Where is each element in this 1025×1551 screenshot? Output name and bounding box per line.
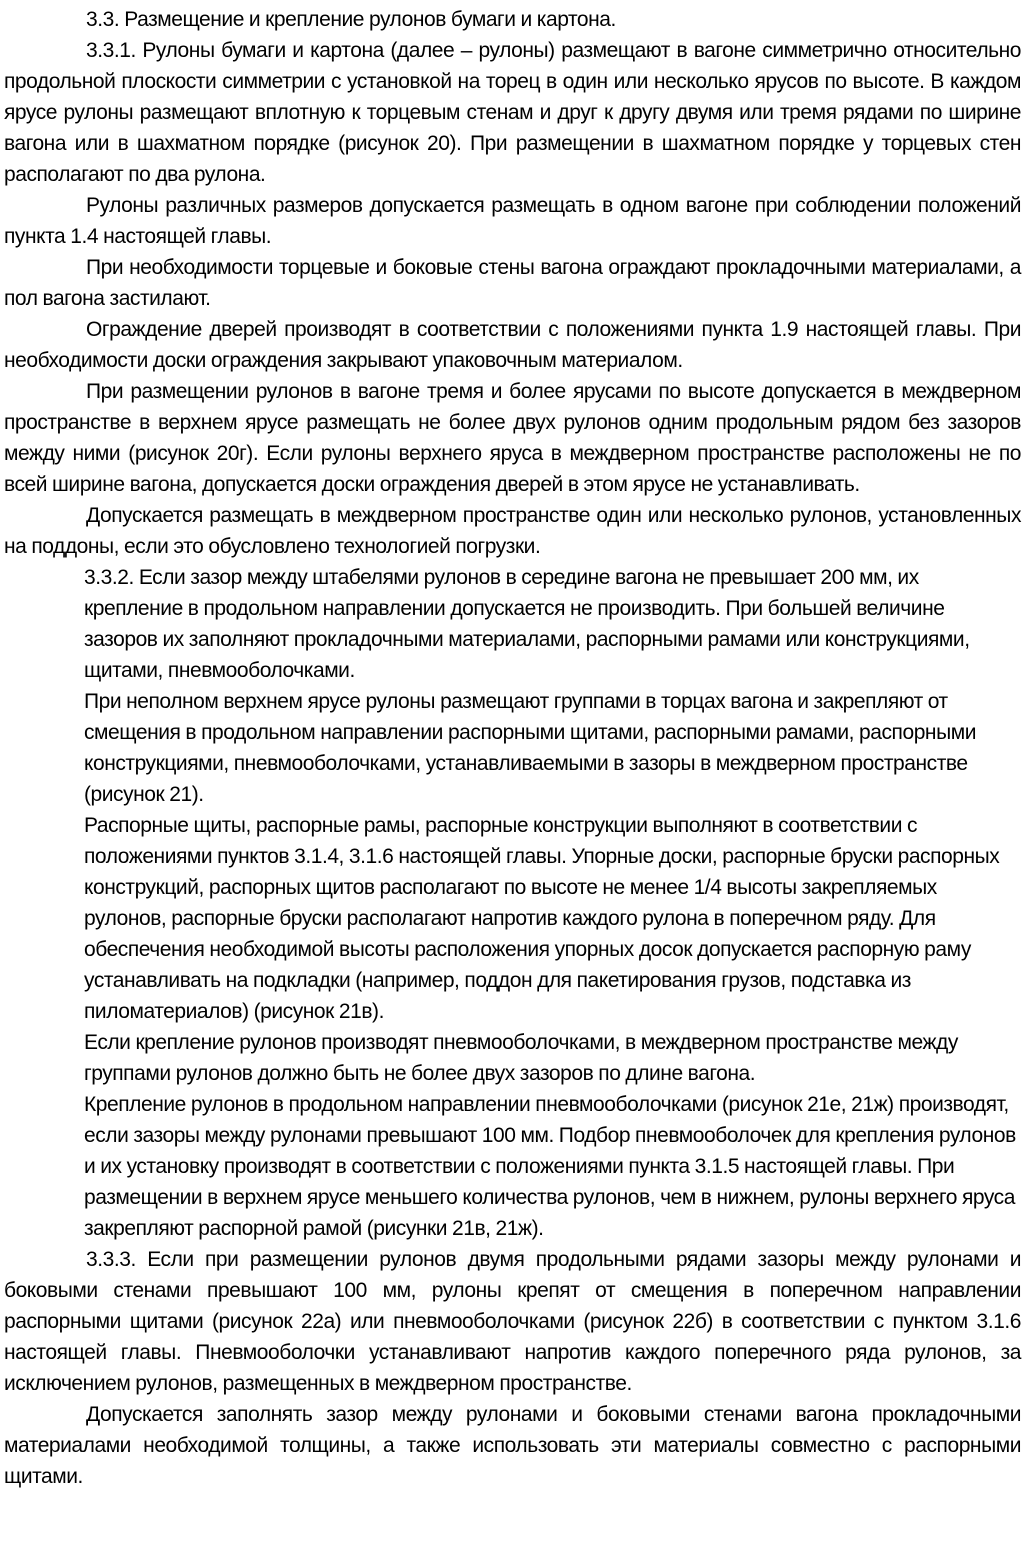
paragraph-pallets: Допускается размещать в междверном пространстве один или несколько рулонов, установленных на поддоны, если это обусловлено технологией погрузки. — [4, 504, 1021, 558]
paragraph-wall-protection: При необходимости торцевые и боковые стены вагона ограждают прокладочными материалами, а пол вагона застилают. — [4, 256, 1021, 310]
paragraph-pneumatic-fastening: Крепление рулонов в продольном направлении пневмооболочками (рисунок 21е, 21ж) производят, если зазоры между рулонами превышают 100 мм. Подбор пневмооболочек для крепления рулонов и их установку производят в соответствии с положениями пункта 3.1.5 настоящей главы. При размещении в верхнем ярусе меньшего количества рулонов, чем в нижнем, рулоны верхнего яруса закрепляют распорной рамой (рисунки 21в, 21ж). — [84, 1093, 1016, 1240]
paragraph-filling-gaps: Допускается заполнять зазор между рулонами и боковыми стенами вагона прокладочными материалами необходимой толщины, а также использовать эти материалы совместно с распорными щитами. — [4, 1403, 1021, 1488]
paragraph-door-guarding: Ограждение дверей производят в соответствии с положениями пункта 1.9 настоящей главы. При необходимости доски ограждения закрывают упаковочным материалом. — [4, 318, 1021, 372]
paragraph-three-tiers: При размещении рулонов в вагоне тремя и более ярусами по высоте допускается в междверном пространстве в верхнем ярусе размещать не более двух рулонов одним продольным рядом без зазоров между ними (рисунок 20г). Если рулоны верхнего яруса в междверном пространстве расположены не по всей ширине вагона, допускается доски ограждения дверей в этом ярусе не устанавливать. — [4, 380, 1021, 496]
section-heading-3-3: 3.3. Размещение и крепление рулонов бумаги и картона. — [86, 8, 616, 31]
paragraph-different-sizes: Рулоны различных размеров допускается размещать в одном вагоне при соблюдении положений пункта 1.4 настоящей главы. — [4, 194, 1021, 248]
paragraph-3-3-3: 3.3.3. Если при размещении рулонов двумя продольными рядами зазоры между рулонами и боковыми стенами превышают 100 мм, рулоны крепят от смещения в поперечном направлении распорными щитами (рисунок 22а) или пневмооболочками (рисунок 22б) в соответствии с пунктом 3.1.6 настоящей главы. Пневмооболочки устанавливают напротив каждого поперечного ряда рулонов, за исключением рулонов, размещенных в междверном пространстве. — [4, 1248, 1021, 1395]
document-body — [4, 4, 1021, 1492]
paragraph-spacer-shields: Распорные щиты, распорные рамы, распорные конструкции выполняют в соответствии с положениями пунктов 3.1.4, 3.1.6 настоящей главы. Упорные доски, распорные бруски распорных конструкций, распорных щитов располагают по высоте не менее 1/4 высоты закрепляемых рулонов, распорные бруски располагают напротив каждого рулона в поперечном ряду. Для обеспечения необходимой высоты расположения упорных досок допускается распорную раму устанавливать на подкладки (например, поддон для пакетирования грузов, подставка из пиломатериалов) (рисунок 21в). — [84, 814, 1000, 1023]
paragraph-incomplete-upper-tier: При неполном верхнем ярусе рулоны размещают группами в торцах вагона и закрепляют от смещения в продольном направлении распорными щитами, распорными рамами, распорными конструкциями, пневмооболочками, устанавливаемыми в зазоры в междверном пространстве (рисунок 21). — [84, 690, 976, 806]
paragraph-pneumatic-gaps: Если крепление рулонов производят пневмооболочками, в междверном пространстве между группами рулонов должно быть не более двух зазоров по длине вагона. — [84, 1031, 958, 1085]
paragraph-3-3-2: 3.3.2. Если зазор между штабелями рулонов в середине вагона не превышает 200 мм, их крепление в продольном направлении допускается не производить. При большей величине зазоров их заполняют прокладочными материалами, распорными рамами или конструкциями, щитами, пневмооболочками. — [84, 566, 970, 682]
paragraph-3-3-1: 3.3.1. Рулоны бумаги и картона (далее – рулоны) размещают в вагоне симметрично относительно продольной плоскости симметрии с установкой на торец в один или несколько ярусов по высоте. В каждом ярусе рулоны размещают вплотную к торцевым стенам и друг к другу двумя или тремя рядами по ширине вагона или в шахматном порядке (рисунок 20). При размещении в шахматном порядке у торцевых стен располагают по два рулона. — [4, 39, 1021, 186]
